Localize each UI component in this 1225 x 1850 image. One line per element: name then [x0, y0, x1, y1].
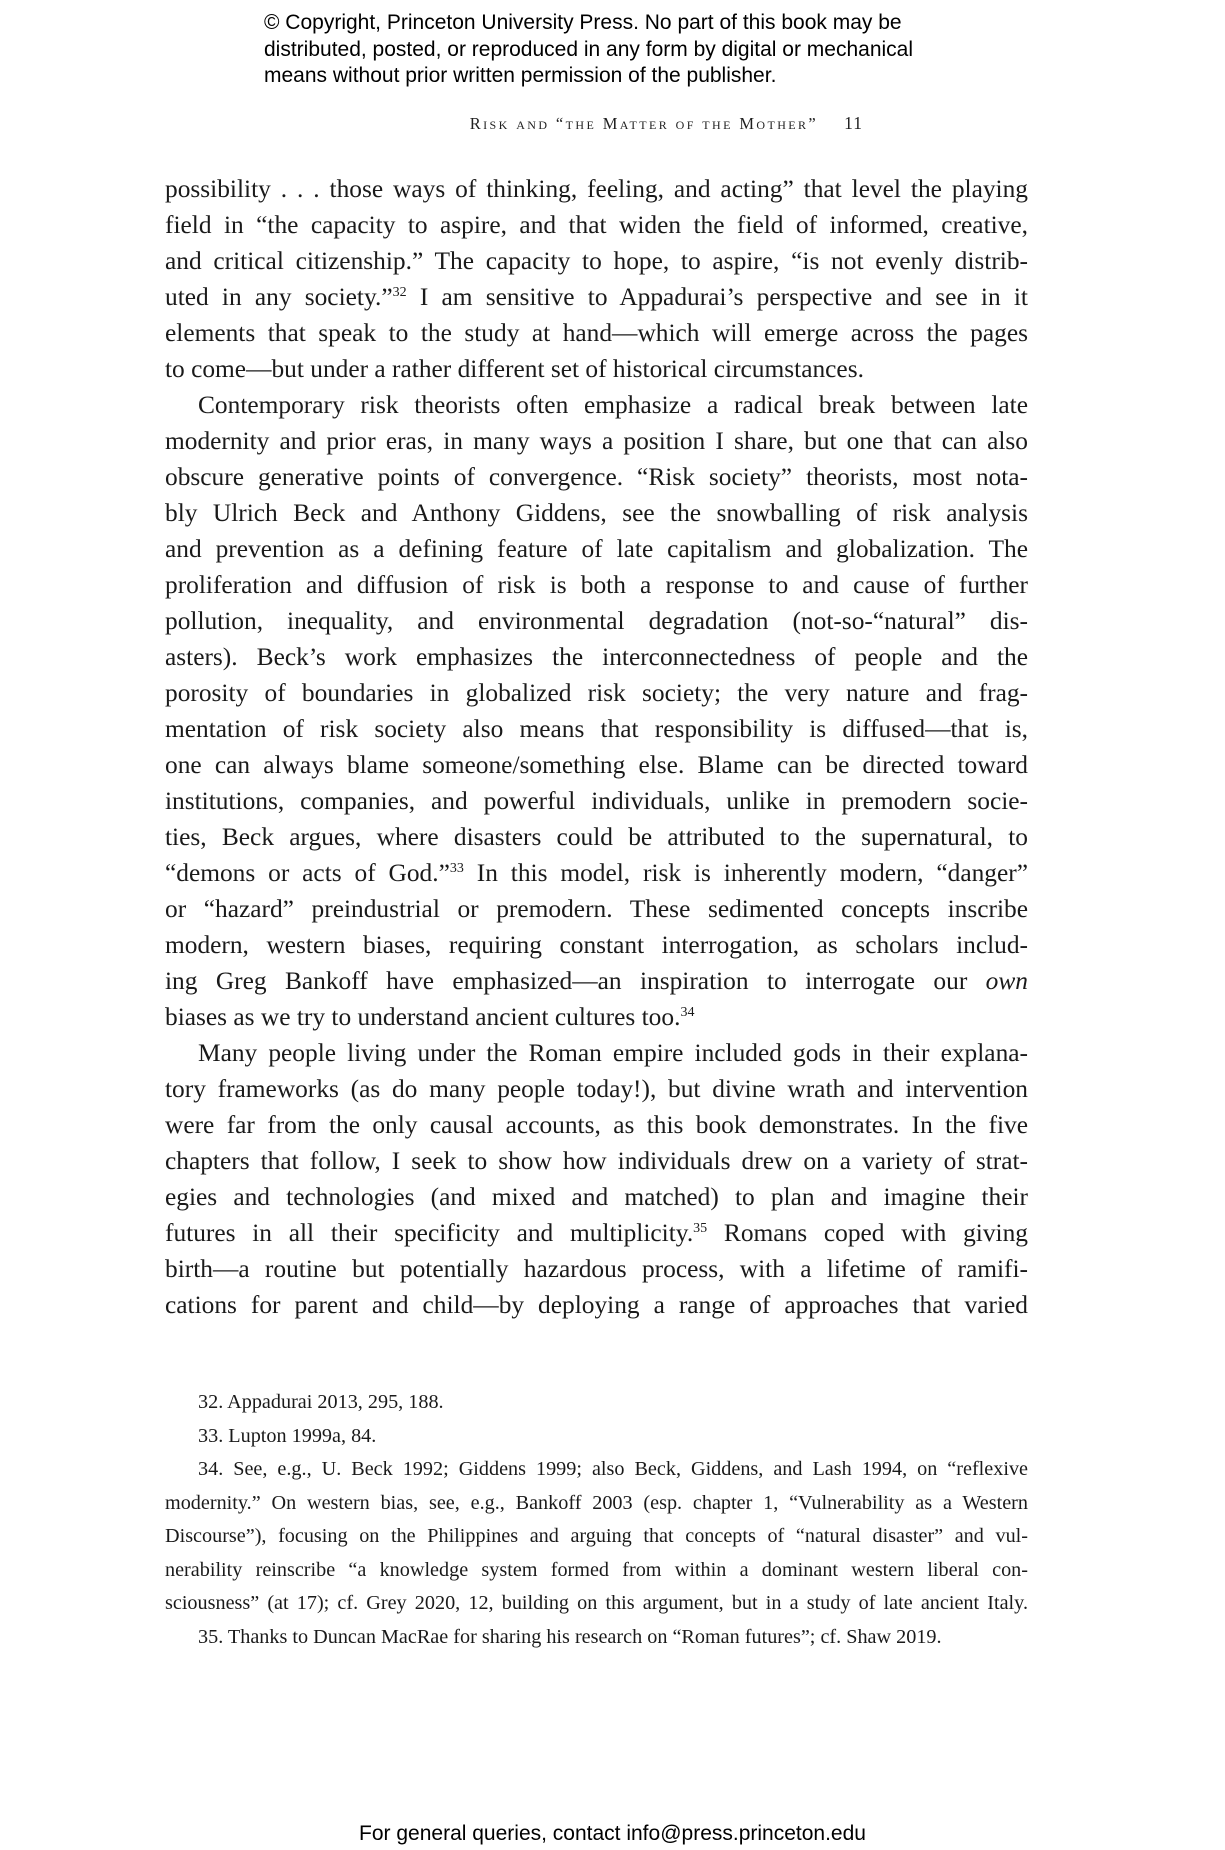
footnote-32: 32. Appadurai 2013, 295, 188.: [198, 1391, 444, 1413]
body-line: were far from the only causal accounts, as this book demonstrates. In the five: [165, 1111, 1028, 1139]
footnote-ref-34: 34: [680, 1005, 695, 1020]
body-line: pollution, inequality, and environmental degradation (not-so-“natural” dis-: [165, 607, 1028, 635]
body-line: Many people living under the Roman empire included gods in their explana-: [198, 1039, 1028, 1067]
body-line: bly Ulrich Beck and Anthony Giddens, see the snowballing of risk analysis: [165, 499, 1028, 527]
footnote-ref-32: 32: [392, 285, 407, 300]
body-text: [165, 171, 1028, 1323]
copyright-notice: [264, 10, 984, 90]
body-line: tory frameworks (as do many people today!), but divine wrath and intervention: [165, 1075, 1028, 1103]
body-line: egies and technologies (and mixed and matched) to plan and imagine their: [165, 1183, 1028, 1211]
running-head: [165, 113, 863, 134]
body-line: and prevention as a defining feature of late capitalism and globalization. The: [165, 535, 1028, 563]
body-text-run: futures in all their specificity and multiplicity.: [165, 1219, 694, 1247]
body-line: institutions, companies, and powerful individuals, unlike in premodern socie-: [165, 787, 1028, 815]
body-line: mentation of risk society also means that responsibility is diffused—that is,: [165, 715, 1028, 743]
body-line: modern, western biases, requiring constant interrogation, as scholars includ-: [165, 931, 1028, 959]
page-number: 11: [844, 113, 863, 133]
body-line: ties, Beck argues, where disasters could be attributed to the supernatural, to: [165, 823, 1028, 851]
body-line: birth—a routine but potentially hazardous process, with a lifetime of ramifi-: [165, 1255, 1028, 1283]
footnote-33: 33. Lupton 1999a, 84.: [198, 1424, 377, 1447]
body-line: [165, 999, 1028, 1035]
body-line: cations for parent and child—by deploying a range of approaches that varied: [165, 1291, 1028, 1319]
body-line: elements that speak to the study at hand—which will emerge across the pages: [165, 319, 1028, 347]
body-line: or “hazard” preindustrial or premodern. These sedimented concepts inscribe: [165, 895, 1028, 923]
copyright-line: © Copyright, Princeton University Press. No part of this book may be: [264, 11, 902, 34]
contact-footer: For general queries, contact info@press.princeton.edu: [359, 1822, 866, 1845]
body-line: possibility . . . those ways of thinking, feeling, and acting” that level the playing: [165, 175, 1028, 203]
body-line: chapters that follow, I seek to show how individuals drew on a variety of strat-: [165, 1147, 1028, 1175]
body-line: Contemporary risk theorists often emphasize a radical break between late: [198, 391, 1028, 419]
body-line: [165, 279, 1028, 315]
body-line: [165, 963, 1028, 999]
body-line: [165, 1215, 1028, 1251]
body-line: porosity of boundaries in globalized risk society; the very nature and frag-: [165, 679, 1028, 707]
body-line: modernity and prior eras, in many ways a position I share, but one that can also: [165, 427, 1028, 455]
body-text-run: I am sensitive to Appadurai’s perspective and see in it: [406, 283, 1028, 311]
body-line: obscure generative points of convergence. “Risk society” theorists, most nota-: [165, 463, 1028, 491]
footnote-34-continued: modernity.” On western bias, see, e.g., Bankoff 2003 (esp. chapter 1, “Vulnerability as a Western: [165, 1491, 1028, 1514]
body-text-run: ing Greg Bankoff have emphasized—an inspiration to interrogate our: [165, 967, 986, 995]
footnote-34-continued: sciousness” (at 17); cf. Grey 2020, 12, building on this argument, but in a study of late ancient Italy.: [165, 1592, 1028, 1614]
copyright-line: means without prior written permission of the publisher.: [264, 64, 777, 87]
copyright-line: distributed, posted, or reproduced in any form by digital or mechanical: [264, 37, 914, 61]
body-line: [165, 855, 1028, 891]
body-text-run: “demons or acts of God.”: [165, 859, 450, 887]
footnote-34: 34. See, e.g., U. Beck 1992; Giddens 1999; also Beck, Giddens, and Lash 1994, on “reflexive: [198, 1458, 1028, 1480]
body-text-run: biases as we try to understand ancient cultures too.: [165, 1003, 681, 1031]
body-line: to come—but under a rather different set of historical circumstances.: [165, 355, 864, 383]
emphasis-own: own: [985, 967, 1028, 995]
footnote-ref-35: 35: [693, 1221, 708, 1236]
body-line: asters). Beck’s work emphasizes the interconnectedness of people and the: [165, 643, 1028, 671]
body-line: proliferation and diffusion of risk is both a response to and cause of further: [165, 571, 1028, 599]
body-line: and critical citizenship.” The capacity to hope, to aspire, “is not evenly distrib-: [165, 247, 1028, 275]
body-text-run: Romans coped with giving: [707, 1219, 1028, 1247]
footnote-34-continued: nerability reinscribe “a knowledge system formed from within a dominant western liberal con-: [165, 1558, 1028, 1581]
body-line: field in “the capacity to aspire, and that widen the field of informed, creative,: [165, 211, 1028, 239]
body-text-run: In this model, risk is inherently modern, “danger”: [463, 859, 1028, 887]
body-text-run: uted in any society.”: [165, 283, 393, 311]
footnote-ref-33: 33: [449, 861, 464, 876]
footnote-34-continued: Discourse”), focusing on the Philippines and arguing that concepts of “natural disaster” and vul-: [165, 1525, 1028, 1547]
footnotes: [165, 1386, 1028, 1654]
footnote-35: 35. Thanks to Duncan MacRae for sharing his research on “Roman futures”; cf. Shaw 2019.: [198, 1625, 942, 1648]
body-line: one can always blame someone/something else. Blame can be directed toward: [165, 751, 1028, 779]
running-head-title: Risk and “the Matter of the Mother”: [469, 114, 819, 133]
